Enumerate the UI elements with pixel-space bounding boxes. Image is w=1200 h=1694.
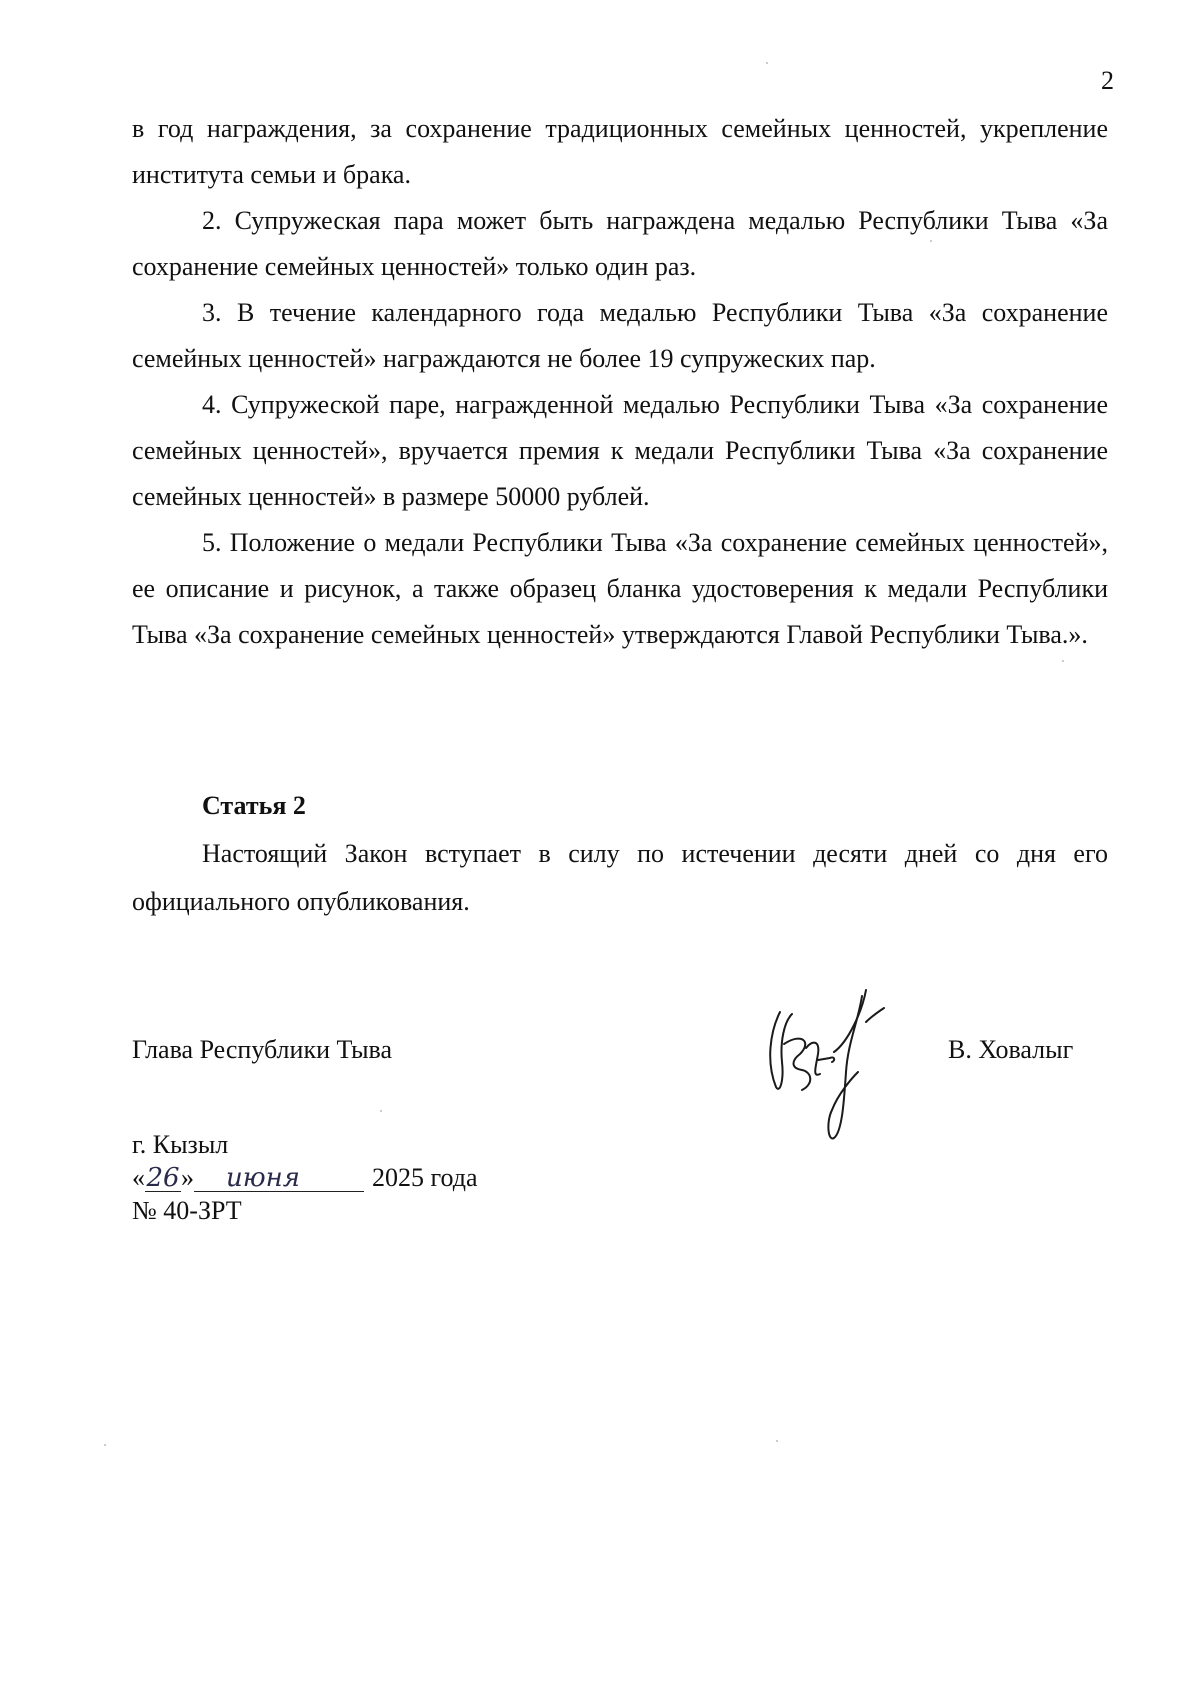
article-text — [132, 830, 1108, 926]
close-quote: » — [181, 1163, 194, 1192]
paragraph-item-5: 5. Положение о медали Республики Тыва «За сохранение семейных ценностей», ее описание и рисунок, а также образец бланка удостоверения к медали Республики Тыва «За сохранение семейных ценностей» утверждаются Главой Республики Тыва.». — [132, 528, 1108, 649]
scan-speck — [380, 1110, 382, 1112]
law-text-body — [132, 106, 1108, 658]
year-text: 2025 года — [372, 1163, 478, 1192]
place-date-block — [132, 1128, 478, 1227]
scan-speck — [930, 240, 932, 242]
handwritten-signature — [762, 982, 902, 1142]
handwritten-month: июня — [194, 1165, 364, 1192]
scan-speck — [766, 62, 768, 64]
article-paragraph: Настоящий Закон вступает в силу по истечении десяти дней со дня его официального опубликования. — [132, 839, 1108, 916]
paragraph-continuation: в год награждения, за сохранение традиционных семейных ценностей, укрепление института семьи и брака. — [132, 114, 1108, 189]
scan-speck — [104, 1444, 106, 1446]
open-quote: « — [132, 1163, 145, 1192]
date-line — [132, 1161, 478, 1194]
paragraph-item-4: 4. Супружеской паре, награжденной медалью Республики Тыва «За сохранение семейных ценностей», вручается премия к медали Республики Тыва «За сохранение семейных ценностей» в размере 50000 рублей. — [132, 390, 1108, 511]
article-heading: Статья 2 — [202, 791, 306, 820]
signatory-name: В. Ховалыг — [948, 1035, 1074, 1064]
scan-speck — [1062, 660, 1064, 662]
handwritten-day: 26 — [146, 1163, 180, 1193]
scan-speck — [776, 1440, 778, 1442]
paragraph-item-3: 3. В течение календарного года медалью Республики Тыва «За сохранение семейных ценностей» награждаются не более 19 супружеских пар. — [132, 298, 1108, 373]
signatory-title: Глава Республики Тыва — [132, 1035, 393, 1064]
law-number: № 40-ЗРТ — [132, 1196, 242, 1225]
city-line: г. Кызыл — [132, 1130, 229, 1159]
page-number: 2 — [1101, 66, 1114, 95]
paragraph-item-2: 2. Супружеская пара может быть награждена медалью Республики Тыва «За сохранение семейных ценностей» только один раз. — [132, 206, 1108, 281]
